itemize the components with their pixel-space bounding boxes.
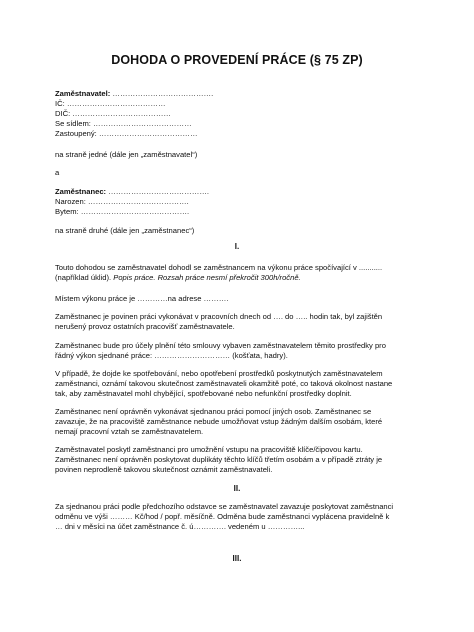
paragraph-line: Zaměstnanec není oprávněn vykonávat sjednanou práci pomocí jiných osob. Zaměstnanec se: [55, 407, 372, 416]
paragraph-line: zavazuje, že na pracoviště zaměstnance nebude umožňovat vstup žádným dalším osobám, které: [55, 417, 383, 426]
employer-line: [55, 89, 213, 99]
paragraph-italic-note: Popis práce. Rozsah práce nesmí překročit 300h/ročně.: [113, 273, 301, 282]
paragraph-line: Zaměstnavatel poskytl zaměstnanci pro umožnění vstupu na pracoviště klíče/čipovou kartu.: [55, 445, 363, 454]
employee-born: Narozen: ………………………………….: [55, 197, 189, 206]
employer-label: Zaměstnavatel:: [55, 89, 111, 98]
paragraph-line: nerušený provoz ostatních pracovišť zaměstnavatele.: [55, 322, 235, 331]
paragraph-line: Zaměstnanec není oprávněn poskytovat duplikáty těchto klíčů třetím osobám a v případě ztráty je: [55, 455, 383, 464]
section-heading-ii: II.: [233, 484, 241, 493]
conjunction-and: a: [55, 168, 60, 177]
section-heading-i: I.: [234, 242, 240, 251]
paragraph-line: Zaměstnanec je povinen práci vykonávat v pracovních dnech od …. do ….. hodin tak, byl zajištěn: [55, 312, 383, 321]
paragraph-line: … dni v měsíci na účet zaměstnance č. ú…………. vedeném u …………...: [55, 522, 305, 531]
paragraph-line: Za sjednanou práci podle předchozího odstavce se zaměstnavatel zavazuje poskytovat zaměstnanci: [55, 502, 394, 511]
paragraph-line: zaměstnanci, oznámí takovou skutečnost zaměstnavateli okamžitě poté, co taková okolnost nastane: [55, 379, 393, 388]
paragraph-line: [55, 273, 301, 283]
section-heading-iii: III.: [232, 554, 242, 563]
employee-line: [55, 187, 209, 197]
employer-representative: Zastoupený: …………………………………: [55, 129, 198, 138]
employee-label: Zaměstnanec:: [55, 187, 107, 196]
employer-party-note: na straně jedné (dále jen „zaměstnavatel“): [55, 150, 198, 159]
paragraph-line: Zaměstnanec bude pro účely plnění této smlouvy vybaven zaměstnavatelem těmito prostředky pro: [55, 341, 386, 350]
paragraph-line: V případě, že dojde ke spotřebování, nebo opotřebení prostředků poskytnutých zaměstnavatelem: [55, 369, 383, 378]
employee-party-note: na straně druhé (dále jen „zaměstnanec“): [55, 226, 195, 235]
employer-seat: Se sídlem: …………………………………: [55, 119, 192, 128]
paragraph-line: Touto dohodou se zaměstnavatel dohodl se zaměstnancem na výkonu práce spočívající v ...........: [55, 263, 383, 272]
paragraph-line: Místem výkonu práce je …………na adrese ……….: [55, 294, 229, 303]
employer-ic: IČ: …………………………………: [55, 99, 166, 108]
paragraph-line: řádný výkon sjednané práce: ………………………… (košťata, hadry).: [55, 351, 288, 360]
employer-dic: DIČ: …………………………………: [55, 109, 172, 118]
paragraph-line: nemají pracovní vztah se zaměstnavatelem.: [55, 427, 204, 436]
paragraph-text: (například úklid).: [55, 273, 114, 282]
paragraph-line: povinen neprodleně takovou skutečnost oznámit zaměstnavateli.: [55, 465, 273, 474]
paragraph-line: tak, aby zaměstnavatel mohl chybějící, spotřebované nebo nefunkční prostředky doplnit.: [55, 389, 352, 398]
employer-value: ………………………………….: [110, 89, 214, 98]
paragraph-line: odměnu ve výši ……… Kč/hod / popř. měsíčně. Odměna bude zaměstnanci vyplácena pravidelně k: [55, 512, 390, 521]
employee-value: ………………………………….: [106, 187, 210, 196]
document-title: DOHODA O PROVEDENÍ PRÁCE (§ 75 ZP): [111, 53, 363, 67]
employee-residence: Bytem: …………………………………….: [55, 207, 190, 216]
